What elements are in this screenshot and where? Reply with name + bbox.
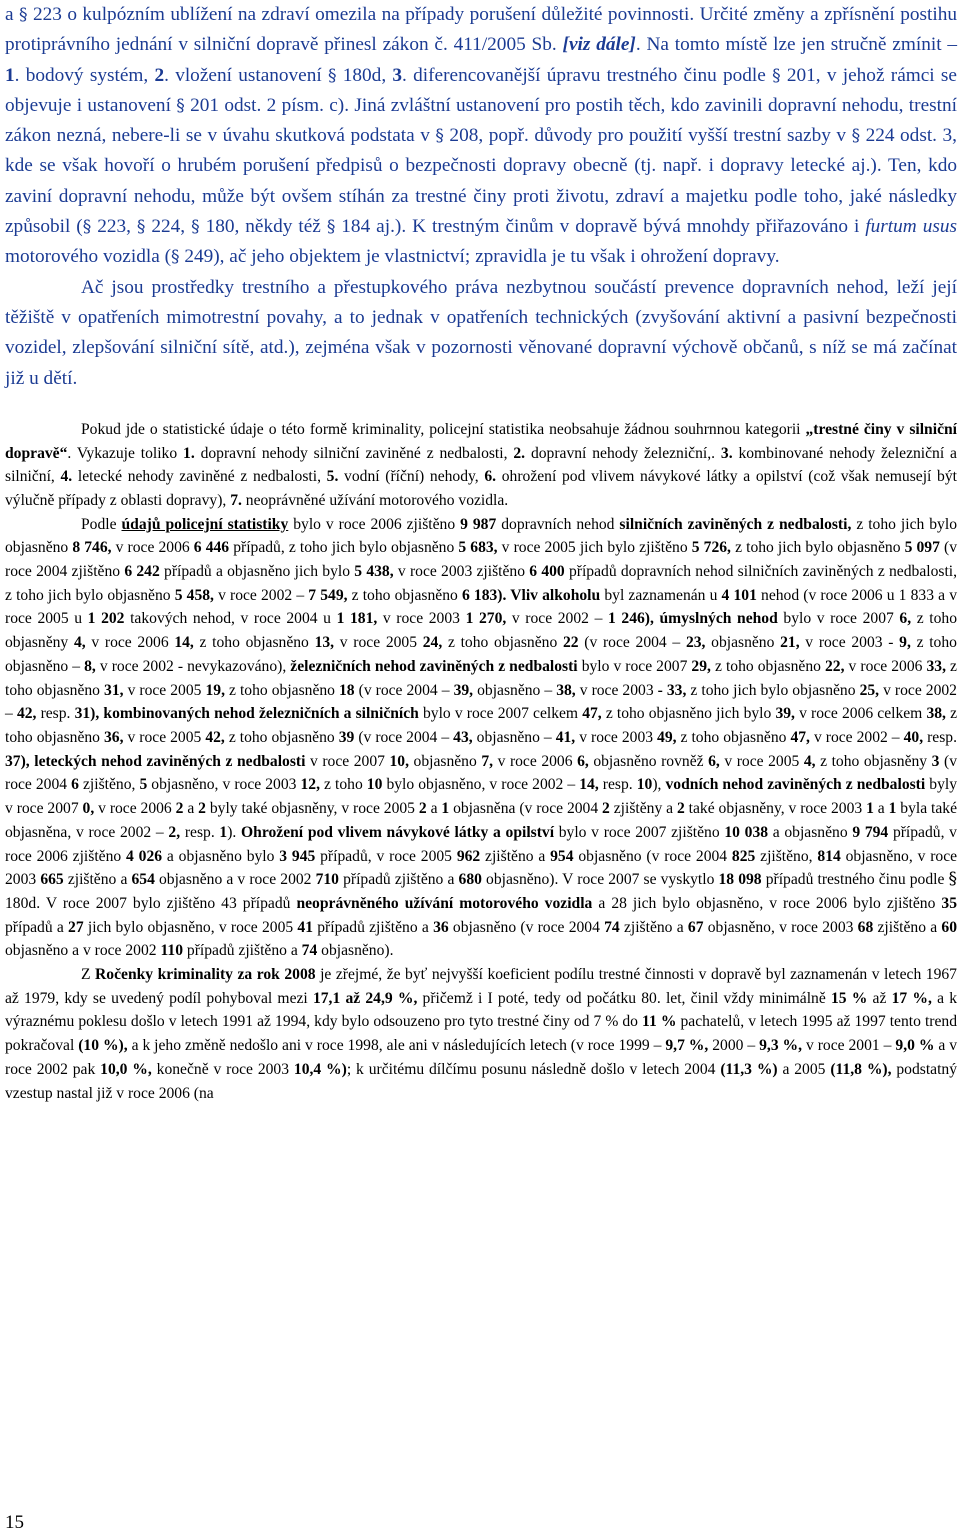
text-run: 31, (104, 681, 124, 699)
text-run: 962 (456, 847, 481, 865)
text-run: 1 (441, 800, 450, 818)
text-run: 1. (183, 444, 195, 462)
text-run: a objasněno (768, 823, 853, 841)
text-run: z toho jich bylo objasněno (686, 681, 860, 699)
text-run: a (183, 800, 199, 818)
text-run: letecké nehody zaviněné z nedbalosti, (72, 468, 327, 486)
text-run: 4. (60, 468, 73, 486)
text-run: objasněno (v roce 2004 (448, 918, 605, 936)
text-run: z toho objasněno (5, 705, 958, 746)
text-run: podstatný vzestup nastal již v roce 2006 (na (5, 1060, 958, 1102)
text-run: dopravní nehody silniční zaviněné z nedbalosti, (194, 444, 514, 462)
text-run: 39 (338, 729, 355, 746)
text-run: v roce 2003 (575, 729, 658, 746)
text-run: z toho (319, 776, 367, 794)
text-run: „trestné činy v silniční dopravě“ (5, 420, 957, 462)
text-run: 33, (926, 657, 946, 675)
text-run: 49, (657, 729, 677, 746)
text-run: 10,0 %, (100, 1060, 152, 1078)
text-run: 954 (550, 847, 574, 865)
text-run: neoprávněné užívání motorového vozidla. (241, 491, 509, 509)
text-run: motorového vozidla ( (5, 246, 171, 268)
text-run: § (328, 65, 337, 86)
text-run: 1 246), úmyslných nehod (607, 610, 778, 628)
text-run: případů zjištěno a (313, 918, 434, 936)
text-run: případů, v roce 2005 (315, 847, 457, 865)
text-run: z toho objasněno (710, 657, 825, 675)
text-run: z toho objasněno (5, 657, 957, 699)
text-run: dopravních nehod (496, 515, 620, 533)
text-run: 6. (484, 468, 497, 486)
text-run: 9,3 %, (759, 1037, 803, 1055)
text-run: a (873, 800, 889, 818)
text-run: bylo objasněno, v roce 2002 – (382, 776, 580, 794)
text-run: zjištěno a (619, 918, 688, 936)
document-page (5, 0, 957, 1105)
text-run: v roce 2003 (575, 681, 658, 699)
text-run: . bodový systém, (14, 64, 155, 86)
text-run: objasněna (v roce 2004 (449, 800, 603, 818)
text-run: objasněno – (472, 729, 556, 746)
text-run: § (435, 126, 444, 147)
text-run: 1 (219, 823, 228, 841)
text-run: 2, (168, 823, 181, 841)
text-run: 224 odst. 3, kde se však hovoří o hrubém porušení předpisů o bezpečnosti dopravy obecně (tj. např. i dopravy letecké aj.). Ten, kdo zaviní dopravní nehodu, může být ovšem stíhán za trestné činy proti životu, zdraví a majetku podle toho, jaké následky způsobil ( (5, 125, 957, 238)
text-run: v roce 2002 – (506, 610, 608, 628)
text-run: 9,7 %, (665, 1037, 709, 1055)
text-run: 43, (453, 729, 473, 746)
text-run: takových nehod, v roce 2004 u (124, 610, 337, 628)
text-run: 38, (556, 681, 576, 699)
text-run: 8 746, (72, 539, 112, 557)
text-run: ), (652, 776, 666, 794)
text-run: 680 (458, 871, 482, 889)
text-run: 21, (780, 634, 800, 652)
text-run: v roce 2007 (305, 752, 390, 770)
text-run: 25, (859, 681, 880, 699)
text-run: resp. (180, 823, 220, 841)
text-run: a 2005 (777, 1060, 831, 1078)
text-run: . Na tomto místě lze jen stručně zmínit – (635, 34, 958, 56)
text-run: vodní (říční) nehody, (338, 468, 485, 486)
text-run: 4 101 (721, 586, 757, 604)
text-run: 47, (582, 705, 602, 723)
text-run: ; k určitému dílčímu posunu následně došlo v letech 2004 (346, 1060, 721, 1078)
text-run: . Vykazuje toliko (67, 444, 184, 462)
text-run: 9,0 % (895, 1037, 935, 1055)
text-run: 14, (174, 634, 194, 652)
text-run: resp. (36, 705, 75, 723)
text-run: v roce 2005 (123, 729, 206, 746)
text-run: objasněno – (473, 681, 557, 699)
text-run: 23, (685, 634, 706, 652)
text-run: 6 242 (124, 563, 160, 581)
text-run: . vložení ustanovení (164, 64, 328, 86)
text-run: 42, (16, 705, 37, 723)
text-run: § (136, 217, 146, 238)
text-run: objasněno). (317, 942, 394, 960)
page-number: 15 (5, 1512, 24, 1533)
text-run: bylo v roce 2007 (777, 610, 900, 628)
text-run: 9 794 (852, 823, 889, 841)
text-run: byl zaznamenán u (600, 586, 722, 604)
text-run: v roce 2006 (94, 800, 176, 818)
text-run: 814 (817, 847, 841, 865)
text-run: 5 438, (354, 563, 394, 581)
text-run: v roce 2006 (493, 752, 578, 770)
text-run: objasněno (v roce 2004 (573, 847, 732, 865)
text-run: 24, (422, 634, 443, 652)
text-run: 2 (175, 800, 184, 818)
text-run: 5 726, (691, 539, 731, 557)
text-run: bylo v roce 2007 zjištěno (554, 823, 725, 841)
text-run: (v roce 2004 – (354, 681, 454, 699)
text-run: Ohrožení pod vlivem návykové látky a opilství (241, 823, 555, 841)
text-run: 41, (555, 729, 576, 746)
text-run: § (171, 247, 180, 268)
text-run: 4, (803, 752, 816, 770)
text-run: 5 (139, 776, 148, 794)
text-run: 1 202 (87, 610, 125, 628)
text-run: 36, (103, 729, 124, 746)
text-run: 37), leteckých nehod zaviněných z nedbalosti (5, 752, 306, 770)
text-run: 654 (131, 871, 155, 889)
text-run: objasněno). V roce 2007 se vyskytlo (481, 871, 719, 889)
text-run: 0, (82, 800, 95, 818)
text-run: pachatelů, v letech 1995 až 1997 tento trend pokračoval (5, 1013, 957, 1055)
paragraph-statistics-categories (5, 418, 957, 513)
text-run: (v roce 2004 (5, 752, 957, 794)
text-run: bylo v roce 2006 zjištěno (288, 515, 461, 533)
text-run: 22, (824, 657, 845, 675)
text-run: zjištěno, (755, 847, 818, 865)
text-run: 665 (40, 871, 64, 889)
text-run: 3. (720, 444, 733, 462)
text-run: případů a objasněno jich bylo (159, 563, 355, 581)
text-run: 6 183). Vliv alkoholu (461, 586, 601, 604)
text-run: 31), kombinovaných nehod železničních a silničních (74, 705, 419, 723)
text-run: v roce 2005 jich bylo zjištěno (497, 539, 692, 557)
text-run: 6, (708, 752, 720, 770)
text-run: byly také objasněny, v roce 2005 (205, 800, 419, 818)
text-run: 7. (230, 491, 242, 509)
text-run: případů, z toho jich bylo objasněno (229, 539, 459, 557)
text-run: 6 400 (529, 563, 565, 581)
text-run: 249), ač jeho objektem je vlastnictví; zpravidla je tu však i ohrožení dopravy. (179, 246, 780, 268)
text-run: v roce 2005 (334, 634, 423, 652)
text-run: 6, (899, 610, 912, 628)
text-run: v roce 2006 celkem (794, 705, 927, 723)
text-run: § (191, 217, 200, 238)
text-run: 3 (392, 64, 403, 86)
text-run: (v roce 2004 – (354, 729, 454, 746)
text-run: 17,1 až 24,9 %, (312, 989, 418, 1007)
text-run: 4 026 (126, 847, 163, 865)
text-run: případů trestného činu podle (761, 871, 949, 889)
text-run: Z (81, 966, 96, 984)
text-run: 7, (481, 752, 494, 770)
text-run: § (851, 126, 861, 147)
text-run: § (19, 5, 28, 25)
text-run: 1 181, (336, 610, 378, 628)
text-run: 2 (154, 64, 165, 86)
text-run: z toho objasněny (815, 752, 932, 770)
text-run: z toho jich bylo objasněno (730, 539, 905, 557)
text-run: 2 (676, 800, 685, 818)
text-run: z toho jich bylo objasněno (5, 515, 957, 557)
text-run: kombinované nehody železniční a silniční, (5, 444, 957, 486)
text-run: 11 % (642, 1013, 677, 1031)
text-run: Pokud jde o statistické údaje o této formě kriminality, policejní statistika neobsahuje žádnou souhrnnou kategorii (81, 420, 806, 438)
text-run: 201 odst. 2 písm. c). Jiná zvláštní ustanovení pro postih těch, kdo zavinili dopravní nehodu, trestní zákon nezná, nebere-li se v úvahu skutková podstata v (5, 94, 958, 147)
text-run: objasněno, v roce 2003 (5, 847, 958, 889)
text-run: 2. (513, 444, 526, 462)
text-run: dopravní nehody železniční,. (525, 444, 721, 462)
text-run: 10,4 %) (293, 1060, 347, 1078)
text-run: a objasněno bylo (162, 847, 280, 865)
text-run: resp. (598, 776, 637, 794)
text-run: 10 (366, 776, 383, 794)
text-run: 110 (160, 942, 183, 960)
text-run: v roce 2005 (123, 681, 206, 699)
text-run: 2000 – (708, 1037, 760, 1055)
text-run: je zřejmé, že byť nejvyšší koeficient podílu trestné činnosti v dopravě byl zaznamenán v letech 1967 až 1979, kdy se uvedený podíl pohyboval mezi (5, 966, 957, 1007)
text-run: 7 549, (308, 586, 348, 604)
text-run: v roce 2002 – (809, 729, 904, 746)
text-run: 180, někdy též (199, 216, 327, 238)
text-run: 60 (941, 918, 958, 936)
text-run: 39, (453, 681, 474, 699)
text-run: 184 aj.). K trestným činům v dopravě bývá mnohdy přiřazováno i (335, 216, 866, 238)
text-run: objasněno, v roce 2003 (147, 776, 301, 794)
text-run: 8, (84, 657, 96, 675)
paragraph-gap (5, 394, 957, 418)
text-run: resp. (923, 729, 957, 746)
text-run: objasněno (705, 634, 781, 652)
text-run: 2 (418, 800, 427, 818)
text-run: 223, (91, 216, 137, 238)
text-run: 710 (315, 871, 339, 889)
text-run: 5 683, (458, 539, 498, 557)
text-run: v roce 2005 (719, 752, 804, 770)
text-run: byly v roce 2007 (5, 776, 957, 818)
text-run: 12, (300, 776, 320, 794)
text-run: až (867, 989, 892, 1007)
text-run: 10, (389, 752, 409, 770)
text-run: Ročenky kriminality za rok 2008 (95, 966, 316, 984)
text-run: (10 %), (78, 1037, 128, 1055)
text-run: 42, (205, 729, 225, 746)
text-run: v roce 2003 - (799, 634, 900, 652)
text-run: 47, (790, 729, 810, 746)
text-run: 67 (687, 918, 704, 936)
text-run: 41 (297, 918, 314, 936)
text-run: 3 945 (279, 847, 316, 865)
text-run: zjištěny a (609, 800, 677, 818)
text-run: zjištěno a (480, 847, 551, 865)
text-run: 10 038 (724, 823, 769, 841)
text-run: v roce 2001 – (802, 1037, 896, 1055)
text-run: z toho objasněno (193, 634, 315, 652)
text-run: Podle (81, 515, 122, 533)
text-run: 18 098 (718, 871, 762, 889)
text-run: z toho objasněno – (5, 634, 957, 675)
text-run: z toho objasněny (5, 610, 957, 652)
text-run: byla také objasněna, v roce 2002 – (5, 800, 957, 841)
text-run: 36 (433, 918, 449, 936)
text-run: případů zjištěno a (338, 871, 459, 889)
text-run: 2 (198, 800, 206, 818)
text-run: z toho objasněno (676, 729, 791, 746)
text-run: zjištěno, (78, 776, 140, 794)
text-run: a k výraznému poklesu došlo v letech 1991 až 1994, kdy bylo odsouzeno pro tyto trestné činy od 7 % do (5, 989, 958, 1031)
text-run: v roce 2002 – (5, 681, 957, 723)
text-run: 74 (301, 942, 318, 960)
text-run: (11,3 %) (720, 1060, 778, 1078)
paragraph-crime-yearbook (5, 963, 957, 1105)
text-run: 5 097 (904, 539, 940, 557)
text-run: bylo v roce 2007 (577, 657, 692, 675)
text-run: ). (227, 823, 242, 841)
text-run: objasněno, v roce 2003 (703, 918, 858, 936)
text-run: a v roce 2002 pak (5, 1037, 958, 1078)
text-run: 224, (145, 216, 192, 238)
text-run: 6, (577, 752, 589, 770)
text-run: a 28 jich bylo objasněno, v roce 2006 bylo zjištěno (592, 894, 942, 912)
text-run: . diferencovanější úpravu trestného činu podle (402, 64, 773, 86)
text-run: 1 (5, 64, 15, 86)
text-run: případů a (5, 918, 69, 936)
text-run: 22 (562, 634, 579, 652)
text-run: přičemž i I poté, tedy od počátku 80. let, činil vždy minimálně (417, 989, 831, 1007)
text-run: v roce 2006 (844, 657, 927, 675)
text-run: 14, (579, 776, 599, 794)
text-run: bylo v roce 2007 celkem (418, 705, 583, 723)
text-run: 223 o kulpózním ublížení na zdraví omezila na případy porušení důležité povinnosti. Určité změny a zpřísnění postihu protiprávního jednání v silniční dopravě přinesl zákon č. 411/2005 Sb. (5, 4, 957, 56)
text-run: 10 (636, 776, 653, 794)
text-run: objasněno a v roce 2002 (5, 942, 161, 960)
text-run: a k jeho změně nedošlo ani v roce 1998, ale ani v následujících letech (v roce 1999 – (127, 1037, 666, 1055)
text-run: případů zjištěno a (183, 942, 302, 960)
text-run: a (5, 4, 20, 25)
text-run: zjištěno a (63, 871, 132, 889)
text-run: v roce 2003 (377, 610, 466, 628)
paragraph-prevention (5, 273, 957, 394)
text-run: 5 458, (174, 586, 214, 604)
text-run: 1 270, (465, 610, 507, 628)
text-run: § (176, 95, 185, 116)
text-run: zjištěno a (873, 918, 942, 936)
text-run: nehod (v roce 2006 u 1 833 a v roce 2005 u (5, 586, 958, 628)
text-run: 29, (691, 657, 711, 675)
text-run: neoprávněného užívání motorového vozidla (296, 894, 593, 912)
text-run: ohrožení pod vlivem návykové látky a opilství (což však nemusejí být výlučně případy z oblasti dopravy), (5, 468, 957, 509)
text-run: 13, (314, 634, 335, 652)
text-run: 74 (604, 918, 620, 936)
text-run: § (772, 65, 781, 86)
text-run: silničních zaviněných z nedbalosti, (619, 515, 852, 533)
text-run: 201, v jehož rámci se objevuje i ustanovení (5, 64, 957, 116)
text-run: v roce 2002 – (213, 586, 309, 604)
text-run: 9, (899, 634, 911, 652)
text-run: 9 987 (460, 515, 497, 533)
text-run: 35 (941, 894, 957, 912)
text-run: 17 %, (891, 989, 932, 1007)
text-run: jich bylo objasněno, v roce 2005 (83, 918, 298, 936)
text-run: § (82, 217, 92, 238)
text-run: objasněno a v roce 2002 (154, 871, 316, 889)
text-run: 825 (731, 847, 756, 865)
text-run: v roce 2006 (111, 539, 194, 557)
text-run: (11,8 %), (830, 1060, 892, 1078)
text-run: 208, popř. důvody pro použití vyšší trestní sazby v (443, 125, 852, 147)
text-run: furtum usus (865, 216, 957, 238)
text-run: z toho objasněno (347, 586, 462, 604)
paragraph-police-statistics (5, 513, 957, 963)
text-run: konečně v roce 2003 (151, 1060, 294, 1078)
text-run: 180d. V roce 2007 bylo zjištěno 43 případů (5, 894, 297, 912)
text-run: 180d, (336, 64, 393, 86)
text-run: z toho objasněno (224, 681, 339, 699)
text-run: objasněno rovněž (588, 752, 709, 770)
text-run: 40, (903, 729, 924, 746)
text-run: a (426, 800, 442, 818)
text-run: vodních nehod zaviněných z nedbalosti (665, 776, 926, 794)
text-run: 38, (926, 705, 946, 723)
text-run: v roce 2006 (85, 634, 175, 652)
text-run: [viz dále] (562, 34, 636, 56)
text-run: - 33, (657, 681, 687, 699)
text-run: z toho objasněno (224, 729, 339, 746)
text-run: 6 (71, 776, 79, 794)
text-run: v roce 2003 zjištěno (393, 563, 530, 581)
text-run: 6 446 (193, 539, 230, 557)
text-run: 1 (888, 800, 897, 818)
text-run: objasněno (408, 752, 482, 770)
paragraph-prevention-text: Ač jsou prostředky trestního a přestupkového práva nezbytnou součástí prevence dopravních nehod, leží její těžiště v opatřeních mimotrestní povahy, a to jednak v opatřeních technických (zvyšování aktivní a pasivní bezpečnosti vozidel, zlepšování silniční sítě, atd.), zejména však v pozornosti věnované dopravní výchově občanů, s níž se má začínat již u dětí. (5, 276, 957, 389)
text-run: 4, (73, 634, 86, 652)
text-run: 18 (339, 681, 355, 699)
text-run: železničních nehod zaviněných z nedbalosti (290, 657, 578, 675)
text-run: 3 (931, 752, 940, 770)
text-run: z toho objasněno jich bylo (601, 705, 776, 723)
text-run: 27 (68, 918, 84, 936)
text-run: § (326, 217, 336, 238)
text-run: údajů policejní statistiky (121, 515, 289, 533)
text-run: případů, v roce 2006 zjištěno (5, 823, 957, 865)
text-run: (v roce 2004 – (578, 634, 686, 652)
text-run: 19, (205, 681, 225, 699)
text-run: (v roce 2004 zjištěno (5, 539, 958, 581)
text-run: § (948, 869, 957, 890)
text-run: z toho objasněno (442, 634, 563, 652)
text-run: v roce 2002 - nevykazováno), (95, 657, 291, 675)
text-run: 39, (775, 705, 795, 723)
paragraph-legal-provisions (5, 0, 957, 273)
text-run: 1 (866, 800, 874, 818)
text-run: 5. (326, 468, 339, 486)
text-run: 68 (857, 918, 874, 936)
text-run: 2 (602, 800, 610, 818)
text-run: také objasněny, v roce 2003 (684, 800, 867, 818)
text-run: 15 % (830, 989, 868, 1007)
text-run: případů dopravních nehod silničních zaviněných z nedbalosti, z toho jich bylo objasněno (5, 563, 958, 604)
